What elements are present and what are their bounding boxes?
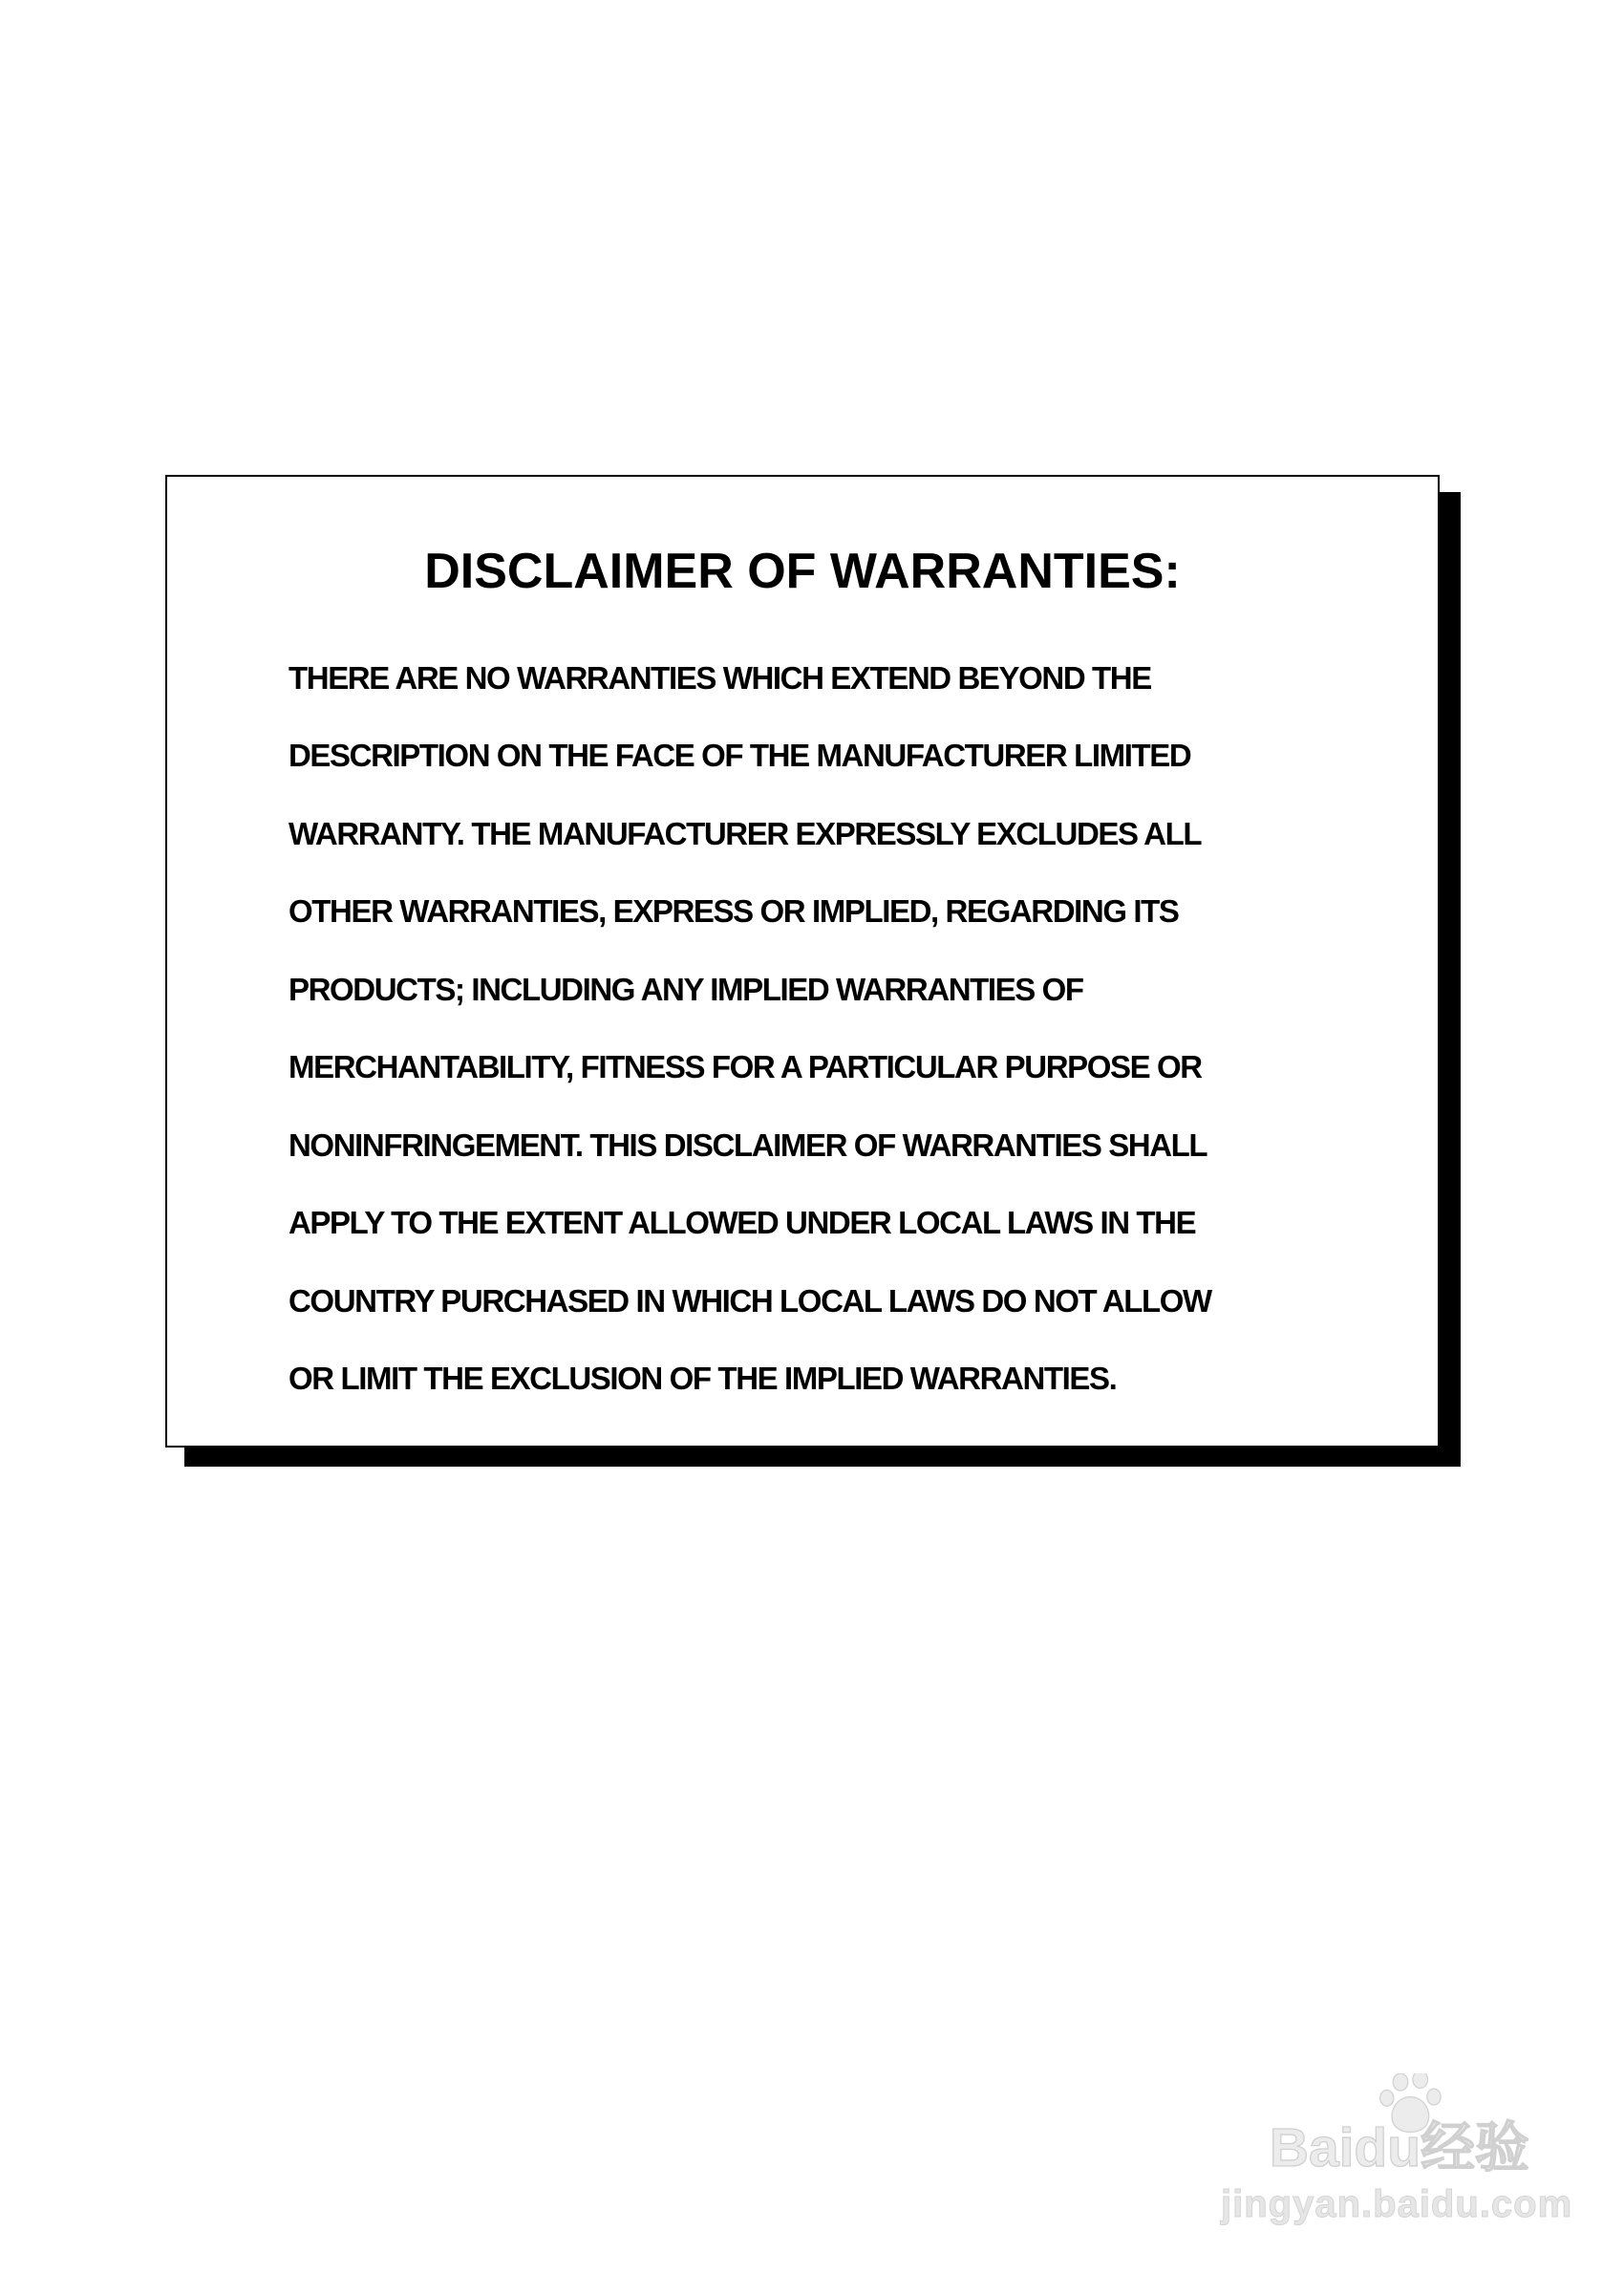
disclaimer-line-3: WARRANTY. THE MANUFACTURER EXPRESSLY EXCLUDES ALL [288,816,1202,851]
svg-text:Baidu经验: Baidu经验 [1269,2117,1529,2178]
disclaimer-line-6: MERCHANTABILITY, FITNESS FOR A PARTICULAR PURPOSE OR [288,1049,1202,1084]
disclaimer-line-4: OTHER WARRANTIES, EXPRESS OR IMPLIED, REGARDING ITS [288,893,1179,929]
disclaimer-title: DISCLAIMER OF WARRANTIES: [424,544,1181,599]
disclaimer-line-8: APPLY TO THE EXTENT ALLOWED UNDER LOCAL LAWS IN THE [288,1205,1196,1240]
baidu-logo-icon [1194,2073,1586,2178]
baidu-jingyan-watermark [1194,2016,1586,2236]
disclaimer-line-5: PRODUCTS; INCLUDING ANY IMPLIED WARRANTIES OF [288,972,1083,1007]
disclaimer-line-7: NONINFRINGEMENT. THIS DISCLAIMER OF WARRANTIES SHALL [288,1127,1207,1163]
disclaimer-line-2: DESCRIPTION ON THE FACE OF THE MANUFACTURER LIMITED [288,738,1191,773]
watermark-site: jingyan.baidu.com [1221,2183,1573,2225]
disclaimer-line-1: THERE ARE NO WARRANTIES WHICH EXTEND BEYOND THE [288,660,1151,696]
disclaimer-line-9: COUNTRY PURCHASED IN WHICH LOCAL LAWS DO NOT ALLOW [288,1283,1211,1319]
disclaimer-line-10: OR LIMIT THE EXCLUSION OF THE IMPLIED WARRANTIES. [288,1361,1117,1396]
